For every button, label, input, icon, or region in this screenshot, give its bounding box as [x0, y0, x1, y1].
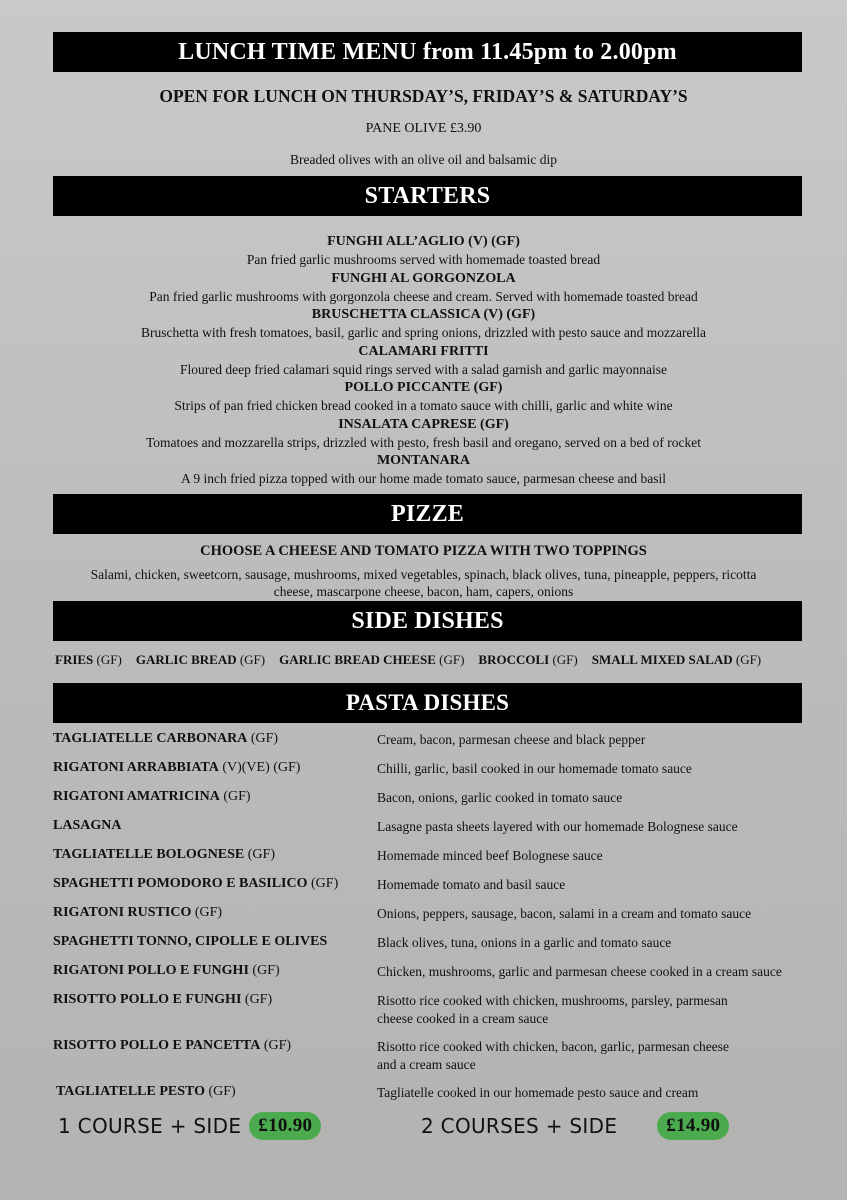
pasta-desc: Black olives, tuna, onions in a garlic and tomato sauce	[377, 935, 672, 950]
side-item: BROCCOLI (GF)	[478, 652, 578, 667]
pane-olive-desc: Breaded olives with an olive oil and balsamic dip	[290, 152, 557, 167]
pasta-desc: Risotto rice cooked with chicken, mushrooms, parsley, parmesan cheese cooked in a cream sauce	[377, 993, 728, 1026]
pasta-name: RIGATONI RUSTICO (GF)	[53, 905, 223, 920]
pasta-desc: Chilli, garlic, basil cooked in our homemade tomato sauce	[377, 761, 692, 776]
two-course-offer	[421, 1112, 729, 1140]
pasta-name: LASAGNA	[53, 818, 122, 833]
pizza-toppings-2: cheese, mascarpone cheese, bacon, ham, capers, onions	[273, 584, 574, 599]
one-course-offer	[58, 1112, 321, 1140]
starter-name: POLLO PICCANTE (GF)	[344, 380, 503, 395]
pasta-heading: PASTA DISHES	[345, 690, 510, 715]
starter-desc: A 9 inch fried pizza topped with our home made tomato sauce, parmesan cheese and basil	[180, 471, 667, 486]
starter-desc: Pan fried garlic mushrooms served with homemade toasted bread	[246, 252, 601, 267]
menu-title: LUNCH TIME MENU from 11.45pm to 2.00pm	[178, 38, 677, 65]
starters-list	[0, 233, 847, 489]
pasta-name: SPAGHETTI TONNO, CIPOLLE E OLIVES	[53, 934, 328, 949]
one-course-price-badge: £10.90	[249, 1112, 321, 1140]
title-bar	[53, 32, 802, 72]
pasta-name: TAGLIATELLE CARBONARA (GF)	[53, 731, 279, 746]
starter-name: BRUSCHETTA CLASSICA (V) (GF)	[311, 307, 536, 322]
side-dishes-bar	[53, 601, 802, 641]
starter-desc: Bruschetta with fresh tomatoes, basil, garlic and spring onions, drizzled with pesto sauce and mozzarella	[141, 325, 706, 340]
pasta-name: SPAGHETTI POMODORO E BASILICO (GF)	[53, 876, 339, 891]
starter-desc: Pan fried garlic mushrooms with gorgonzola cheese and cream. Served with homemade toasted bread	[149, 288, 698, 304]
starter-name: FUNGHI ALL’AGLIO (V) (GF)	[327, 234, 520, 249]
side-dishes-list	[55, 652, 815, 668]
pasta-desc: Cream, bacon, parmesan cheese and black pepper	[377, 732, 646, 747]
side-item: SMALL MIXED SALAD (GF)	[591, 652, 762, 667]
two-course-label: 2 COURSES + SIDE	[421, 1114, 618, 1138]
side-item: GARLIC BREAD CHEESE (GF)	[279, 652, 465, 667]
pasta-bar	[53, 683, 802, 723]
starters-bar	[53, 176, 802, 216]
pasta-desc: Bacon, onions, garlic cooked in tomato sauce	[377, 790, 623, 805]
pizze-bar	[53, 494, 802, 534]
pasta-name: TAGLIATELLE PESTO (GF)	[56, 1084, 236, 1099]
pizza-toppings-1: Salami, chicken, sweetcorn, sausage, mushrooms, mixed vegetables, spinach, black olives, tuna, pineapple, peppers, ricotta	[90, 567, 757, 582]
pane-olive: PANE OLIVE £3.90	[365, 121, 482, 136]
pizze-heading: PIZZE	[390, 500, 465, 527]
starter-desc: Floured deep fried calamari squid rings served with a salad garnish and garlic mayonnaise	[180, 361, 667, 377]
pasta-name: RISOTTO POLLO E FUNGHI (GF)	[53, 992, 273, 1007]
pasta-name: TAGLIATELLE BOLOGNESE (GF)	[53, 847, 275, 862]
starters-heading: STARTERS	[364, 182, 491, 209]
pizza-choose: CHOOSE A CHEESE AND TOMATO PIZZA WITH TWO TOPPINGS	[200, 543, 647, 559]
pasta-name: RIGATONI AMATRICINA (GF)	[53, 789, 251, 804]
one-course-label: 1 COURSE + SIDE	[58, 1114, 242, 1138]
pasta-desc: Risotto rice cooked with chicken, bacon, garlic, parmesan cheese and a cream sauce	[377, 1039, 729, 1072]
pasta-desc: Onions, peppers, sausage, bacon, salami in a cream and tomato sauce	[377, 906, 752, 921]
starter-desc: Strips of pan fried chicken bread cooked in a tomato sauce with chilli, garlic and white wine	[174, 398, 673, 413]
starter-name: MONTANARA	[376, 453, 471, 468]
pasta-desc: Homemade minced beef Bolognese sauce	[377, 848, 603, 863]
side-item: GARLIC BREAD (GF)	[135, 652, 266, 667]
pasta-desc: Tagliatelle cooked in our homemade pesto sauce and cream	[377, 1085, 699, 1100]
pasta-name: RISOTTO POLLO E PANCETTA (GF)	[53, 1038, 292, 1053]
side-dishes-heading: SIDE DISHES	[351, 607, 504, 634]
side-item: FRIES (GF)	[55, 652, 122, 667]
open-days: OPEN FOR LUNCH ON THURSDAY’S, FRIDAY’S & SATURDAY’S	[159, 86, 688, 106]
starter-desc: Tomatoes and mozzarella strips, drizzled with pesto, fresh basil and oregano, served on a bed of rocket	[146, 434, 701, 450]
starter-name: FUNGHI AL GORGONZOLA	[331, 270, 516, 286]
pasta-desc: Homemade tomato and basil sauce	[377, 877, 566, 892]
two-course-price-badge: £14.90	[657, 1112, 729, 1140]
pasta-name: RIGATONI POLLO E FUNGHI (GF)	[53, 963, 280, 978]
starter-name: CALAMARI FRITTI	[358, 343, 489, 359]
pasta-name: RIGATONI ARRABBIATA (V)(VE) (GF)	[53, 760, 301, 775]
pasta-desc: Lasagne pasta sheets layered with our homemade Bolognese sauce	[377, 819, 738, 834]
starter-name: INSALATA CAPRESE (GF)	[338, 416, 509, 432]
pasta-desc: Chicken, mushrooms, garlic and parmesan cheese cooked in a cream sauce	[377, 964, 782, 979]
